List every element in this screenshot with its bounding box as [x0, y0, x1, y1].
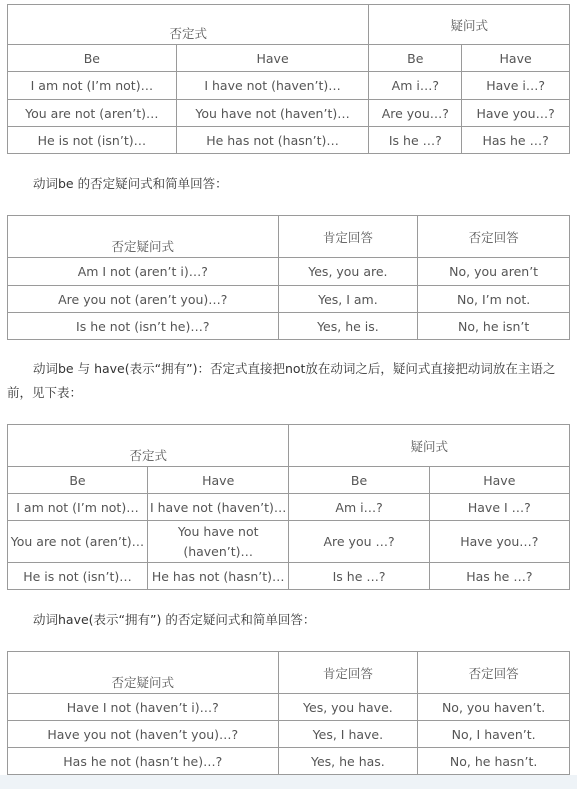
table-cell: Am I not (aren’t i)…?	[8, 258, 279, 286]
table-cell: Yes, he has.	[278, 748, 418, 775]
table-cell: You have not (haven’t)…	[176, 100, 369, 127]
table-cell: Am i…?	[289, 494, 429, 521]
table-cell: Have I …?	[429, 494, 569, 521]
col-header: Have	[147, 467, 288, 494]
table-row	[8, 494, 570, 521]
table-cell: He has not (hasn’t)…	[176, 127, 369, 154]
table-cell: Yes, he is.	[278, 313, 418, 340]
col-header: 否定回答	[418, 216, 570, 258]
col-header: Have	[176, 45, 369, 72]
col-header: Have	[462, 45, 570, 72]
col-header: 否定回答	[418, 652, 570, 694]
table-cell: Have you…?	[429, 521, 569, 563]
table-cell: Yes, I have.	[278, 721, 418, 748]
table-cell: You have not (haven’t)…	[147, 521, 288, 563]
table-row	[8, 313, 570, 340]
table-cell: No, I haven’t.	[418, 721, 570, 748]
table-cell: He is not (isn’t)…	[8, 127, 177, 154]
table-cell: He has not (hasn’t)…	[147, 563, 288, 590]
table-cell: Have I not (haven’t i)…?	[8, 694, 279, 721]
table-cell: Have you…?	[462, 100, 570, 127]
table-cell: Are you …?	[289, 521, 429, 563]
negative-form-header: 否定式	[8, 425, 289, 467]
col-header: Be	[289, 467, 429, 494]
table-cell: He is not (isn’t)…	[8, 563, 148, 590]
table-row	[8, 286, 570, 313]
table-cell: No, he hasn’t.	[418, 748, 570, 775]
table-cell: Am i…?	[369, 72, 462, 100]
table-row	[8, 258, 570, 286]
table-cell: No, you haven’t.	[418, 694, 570, 721]
be-have-negative-question-table-2	[7, 424, 570, 590]
table-row	[8, 563, 570, 590]
table-cell: No, you aren’t	[418, 258, 570, 286]
col-header: Be	[8, 45, 177, 72]
table-row	[8, 127, 570, 154]
table-row	[8, 72, 570, 100]
table-cell: Is he not (isn’t he)…?	[8, 313, 279, 340]
paragraph-be-have-rule: 动词be 与 have(表示“拥有”)：否定式直接把not放在动词之后，疑问式直接把动词放在主语之前，见下表：	[7, 361, 556, 400]
table-cell: You are not (aren’t)…	[8, 100, 177, 127]
table-row	[8, 748, 570, 775]
table-cell: Yes, you are.	[278, 258, 418, 286]
table-cell: Has he …?	[429, 563, 569, 590]
paragraph-be-negative-question: 动词be 的否定疑问式和简单回答：	[33, 176, 228, 191]
table-cell: Yes, you have.	[278, 694, 418, 721]
table-row	[8, 694, 570, 721]
question-form-header: 疑问式	[369, 5, 570, 45]
table-cell: No, I’m not.	[418, 286, 570, 313]
table-cell: You are not (aren’t)…	[8, 521, 148, 563]
col-header: 否定疑问式	[8, 652, 279, 694]
table-cell: Have you not (haven’t you)…?	[8, 721, 279, 748]
have-negative-question-answers-table	[7, 651, 570, 775]
bottom-strip	[0, 775, 577, 789]
col-header: 否定疑问式	[8, 216, 279, 258]
table-cell: Are you not (aren’t you)…?	[8, 286, 279, 313]
be-have-negative-question-table-1	[7, 4, 570, 154]
table-row	[8, 100, 570, 127]
table-row	[8, 521, 570, 563]
be-negative-question-answers-table	[7, 215, 570, 340]
table-cell: Are you…?	[369, 100, 462, 127]
col-header: Have	[429, 467, 569, 494]
table-cell: I am not (I’m not)…	[8, 72, 177, 100]
col-header: Be	[8, 467, 148, 494]
table-cell: Is he …?	[369, 127, 462, 154]
table-cell: No, he isn’t	[418, 313, 570, 340]
table-cell: I have not (haven’t)…	[176, 72, 369, 100]
col-header: Be	[369, 45, 462, 72]
paragraph-have-negative-question: 动词have(表示“拥有”) 的否定疑问式和简单回答：	[33, 612, 316, 627]
table-cell: Have i…?	[462, 72, 570, 100]
table-cell: Has he not (hasn’t he)…?	[8, 748, 279, 775]
negative-form-header: 否定式	[8, 5, 369, 45]
table-row	[8, 721, 570, 748]
table-cell: I have not (haven’t)…	[147, 494, 288, 521]
table-cell: I am not (I’m not)…	[8, 494, 148, 521]
table-cell: Yes, I am.	[278, 286, 418, 313]
col-header: 肯定回答	[278, 216, 418, 258]
table-cell: Has he …?	[462, 127, 570, 154]
question-form-header: 疑问式	[289, 425, 570, 467]
col-header: 肯定回答	[278, 652, 418, 694]
table-cell: Is he …?	[289, 563, 429, 590]
